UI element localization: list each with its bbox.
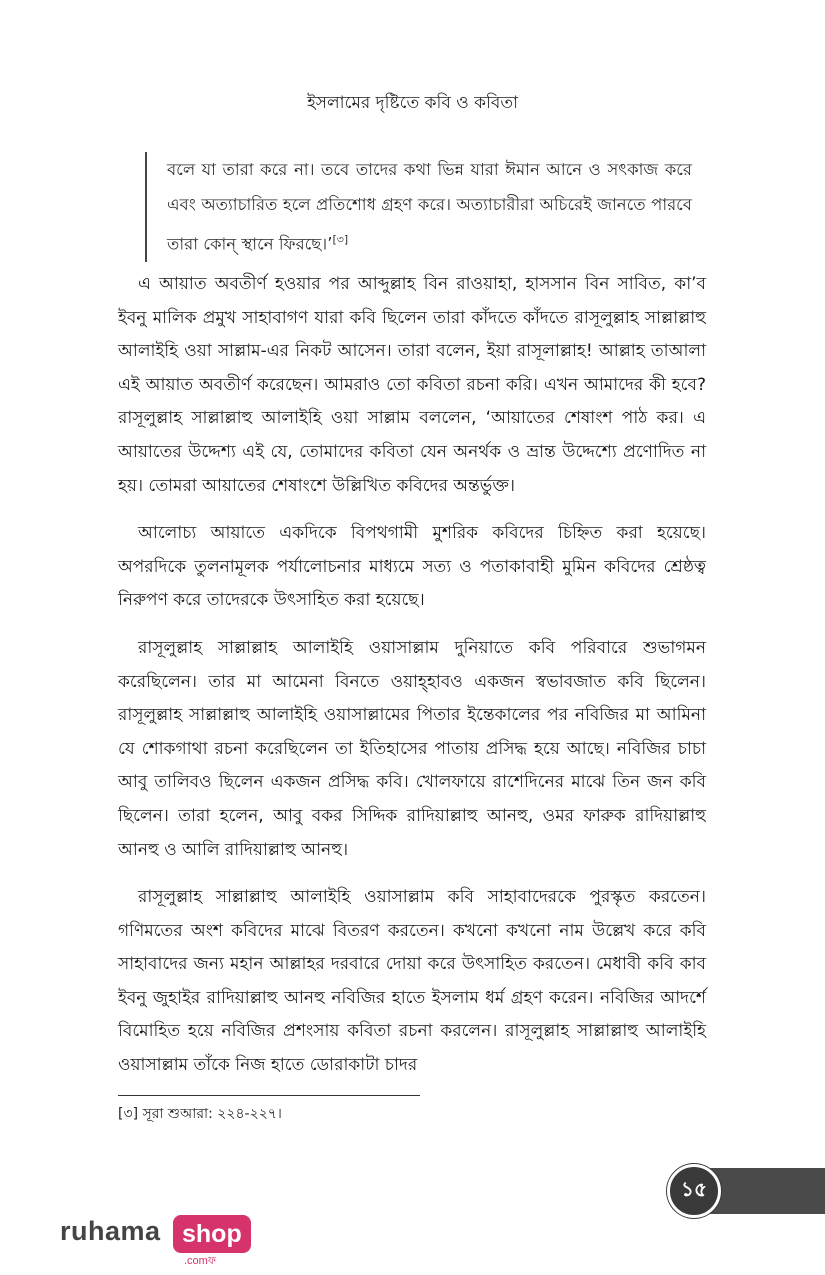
footnote-marker: [৩] <box>332 233 349 246</box>
paragraph: এ আয়াত অবতীর্ণ হওয়ার পর আব্দুল্লাহ বিন রাওয়াহা, হাসসান বিন সাবিত, কা’ব ইবনু মালিক প্রমুখ সাহাবাগণ যারা কবি ছিলেন তারা কাঁদতে কাঁদতে রাসূলুল্লাহ সাল্লাল্লাহু আলাইহি ওয়া সাল্লাম-এর নিকট আসেন। তারা বলেন, ইয়া রাসূলাল্লাহ! আল্লাহ তাআলা এই আয়াত অবতীর্ণ করেছেন। আমরাও তো কবিতা রচনা করি। এখন আমাদের কী হবে? রাসূলুল্লাহ সাল্লাল্লাহু আলাইহি ওয়া সাল্লাম বললেন, ‘আয়াতের শেষাংশ পাঠ কর। এ আয়াতের উদ্দেশ্য এই যে, তোমাদের কবিতা যেন অনর্থক ও ভ্রান্ত উদ্দেশ্যে প্রণোদিত না হয়। তোমরা আয়াতের শেষাংশে উল্লিখিত কবিদের অন্তর্ভুক্ত। <box>118 274 706 496</box>
brand-word: ruhama <box>60 1216 161 1246</box>
footnote-divider <box>118 1095 420 1096</box>
brand-shop-badge: shop <box>173 1215 251 1253</box>
running-title: ইসলামের দৃষ্টিতে কবি ও কবিতা <box>306 93 519 113</box>
page-number: ১৫ <box>667 1164 721 1218</box>
block-quote <box>145 152 692 262</box>
body-text <box>118 268 706 1097</box>
footnote: [৩] সূরা শুআরা: ২২৪-২২৭। <box>118 1106 282 1122</box>
quote-text: বলে যা তারা করে না। তবে তাদের কথা ভিন্ন যারা ঈমান আনে ও সৎকাজ করে এবং অত্যাচারিত হলে প্রতিশোধ গ্রহণ করে। অত্যাচারীরা অচিরেই জানতে পারবে তারা কোন্ স্থানে ফিরছে।’ <box>167 160 692 254</box>
brand-domain: .comফ <box>184 1255 216 1267</box>
paragraph: আলোচ্য আয়াতে একদিকে বিপথগামী মুশরিক কবিদের চিহ্নিত করা হয়েছে। অপরদিকে তুলনামূলক পর্যালোচনার মাধ্যমে সত্য ও পতাকাবাহী মুমিন কবিদের শ্রেষ্ঠত্ব নিরুপণ করে তাদেরকে উৎসাহিত করা হয়েছে। <box>118 523 706 611</box>
paragraph: রাসূলুল্লাহ সাল্লাল্লাহ আলাইহি ওয়াসাল্লাম দুনিয়াতে কবি পরিবারে শুভাগমন করেছিলেন। তার মা আমেনা বিনতে ওয়াহ্‌হাবও একজন স্বভাবজাত কবি ছিলেন। রাসূলুল্লাহ সাল্লাল্লাহু আলাইহি ওয়াসাল্লামের পিতার ইন্তেকালের পর নবিজির মা আমিনা যে শোকগাথা রচনা করেছিলেন তা ইতিহাসের পাতায় প্রসিদ্ধ হয়ে আছে। নবিজির চাচা আবু তালিবও ছিলেন একজন প্রসিদ্ধ কবি। খোলফায়ে রাশেদিনের মাঝে তিন জন কবি ছিলেন। তারা হলেন, আবু বকর সিদ্দিক রাদিয়াল্লাহু আনহু, ওমর ফারুক রাদিয়াল্লাহু আনহু ও আলি রাদিয়াল্লাহু আনহু। <box>118 637 706 860</box>
paragraph: রাসূলুল্লাহ সাল্লাল্লাহু আলাইহি ওয়াসাল্লাম কবি সাহাবাদেরকে পুরস্কৃত করতেন। গণিমতের অংশ কবিদের মাঝে বিতরণ করতেন। কখনো কখনো নাম উল্লেখ করে কবি সাহাবাদের জন্য মহান আল্লাহর দরবারে দোয়া করে উৎসাহিত করতেন। মেধাবী কবি কাব ইবনু জুহাইর রাদিয়াল্লাহু আনহু নবিজির হাতে ইসলাম ধর্ম গ্রহণ করেন। নবিজির আদর্শে বিমোহিত হয়ে নবিজির প্রশংসায় কবিতা রচনা করলেন। রাসূলুল্লাহ সাল্লাল্লাহু আলাইহি ওয়াসাল্লাম তাঁকে নিজ হাতে ডোরাকাটা চাদর <box>118 887 706 1076</box>
